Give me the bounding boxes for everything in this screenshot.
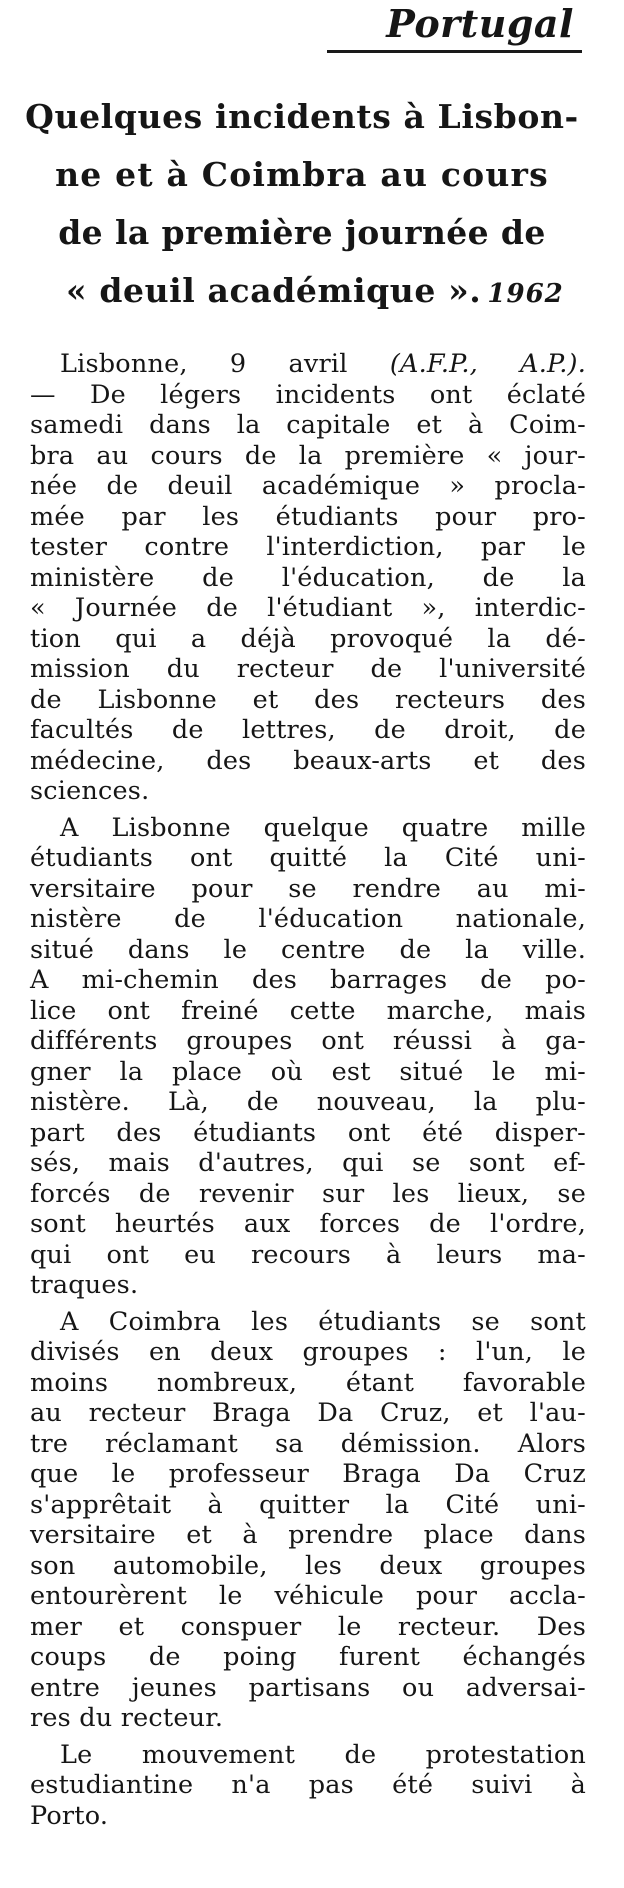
article-line: versitaire pour se rendre au mi-	[30, 873, 586, 904]
article-line: tre réclamant sa démission. Alors	[30, 1428, 586, 1459]
article-line: A Lisbonne quelque quatre mille	[60, 812, 586, 843]
article-line: gner la place où est situé le mi-	[30, 1056, 586, 1087]
article-line: sont heurtés aux forces de l'ordre,	[30, 1209, 586, 1239]
article-line: A mi-chemin des barrages de po-	[30, 965, 586, 995]
article-line: sés, mais d'autres, qui se sont ef-	[30, 1148, 586, 1178]
handwritten-year-annotation: 1962	[487, 279, 564, 309]
article-line: Porto.	[30, 1800, 109, 1831]
headline	[22, 88, 582, 323]
article-paragraph	[30, 349, 586, 807]
article-line: part des étudiants ont été disper-	[30, 1117, 586, 1148]
article-line: versitaire et à prendre place dans	[30, 1520, 586, 1550]
article-line: médecine, des beaux-arts et des	[30, 745, 586, 776]
headline-line: de la première journée de	[58, 213, 546, 252]
article-line: Le mouvement de protestation	[60, 1739, 586, 1770]
article-line: entre jeunes partisans ou adversai-	[30, 1672, 586, 1703]
article-line: lice ont freiné cette marche, mais	[30, 995, 586, 1026]
article-line: « Journée de l'étudiant », interdic-	[30, 593, 586, 623]
article-line: traques.	[30, 1270, 139, 1300]
article-line: moins nombreux, étant favorable	[30, 1367, 586, 1398]
news-agency-source: (A.F.P., A.P.).	[389, 349, 586, 379]
headline-line: ne et à Coimbra au cours	[55, 155, 549, 194]
article-line: res du recteur.	[30, 1703, 224, 1733]
article-line: estudiantine n'a pas été suivi à	[30, 1770, 586, 1800]
article-line: née de deuil académique » procla-	[30, 471, 586, 501]
article-line: coups de poing furent échangés	[30, 1642, 586, 1672]
article-line: mer et conspuer le recteur. Des	[30, 1611, 586, 1642]
article-line: — De légers incidents ont éclaté	[30, 379, 586, 410]
headline-line: Quelques incidents à Lisbon-	[25, 97, 579, 136]
article-line: sciences.	[30, 776, 150, 806]
article-paragraph	[30, 1740, 586, 1832]
article-line: de Lisbonne et des recteurs des	[30, 684, 586, 715]
article-line: mée par les étudiants pour pro-	[30, 501, 586, 532]
article-line: s'apprêtait à quitter la Cité uni-	[30, 1489, 586, 1520]
article-line: qui ont eu recours à leurs ma-	[30, 1239, 586, 1270]
article-line: forcés de revenir sur les lieux, se	[30, 1178, 586, 1209]
article-line: tion qui a déjà provoqué la dé-	[30, 623, 586, 654]
article-line: différents groupes ont réussi à ga-	[30, 1026, 586, 1056]
section-title: Portugal	[386, 1, 574, 46]
article-line: facultés de lettres, de droit, de	[30, 715, 586, 745]
article-line: son automobile, les deux groupes	[30, 1550, 586, 1581]
headline-line-last	[22, 262, 582, 323]
article-paragraph	[30, 813, 586, 1301]
article-line: samedi dans la capitale et à Coim-	[30, 410, 586, 440]
article-line: bra au cours de la première « jour-	[30, 440, 586, 471]
headline-line-text: « deuil académique ».	[66, 271, 482, 310]
section-header	[327, 0, 582, 53]
article-line: situé dans le centre de la ville.	[30, 934, 586, 965]
article-line: divisés en deux groupes : l'un, le	[30, 1337, 586, 1367]
article-line: entourèrent le véhicule pour accla-	[30, 1581, 586, 1611]
article-paragraph	[30, 1307, 586, 1734]
article-line: A Coimbra les étudiants se sont	[60, 1306, 586, 1337]
article-line: tester contre l'interdiction, par le	[30, 532, 586, 562]
article-line: au recteur Braga Da Cruz, et l'au-	[30, 1398, 586, 1428]
dateline	[30, 349, 586, 380]
article-body	[30, 349, 586, 1837]
article-line: mission du recteur de l'université	[30, 654, 586, 684]
article-line: nistère. Là, de nouveau, la plu-	[30, 1087, 586, 1117]
article-line: étudiants ont quitté la Cité uni-	[30, 843, 586, 873]
article-line: nistère de l'éducation nationale,	[30, 904, 586, 934]
dateline-place-date: Lisbonne, 9 avril	[60, 349, 348, 379]
article-line: que le professeur Braga Da Cruz	[30, 1459, 586, 1489]
article-line: ministère de l'éducation, de la	[30, 562, 586, 593]
